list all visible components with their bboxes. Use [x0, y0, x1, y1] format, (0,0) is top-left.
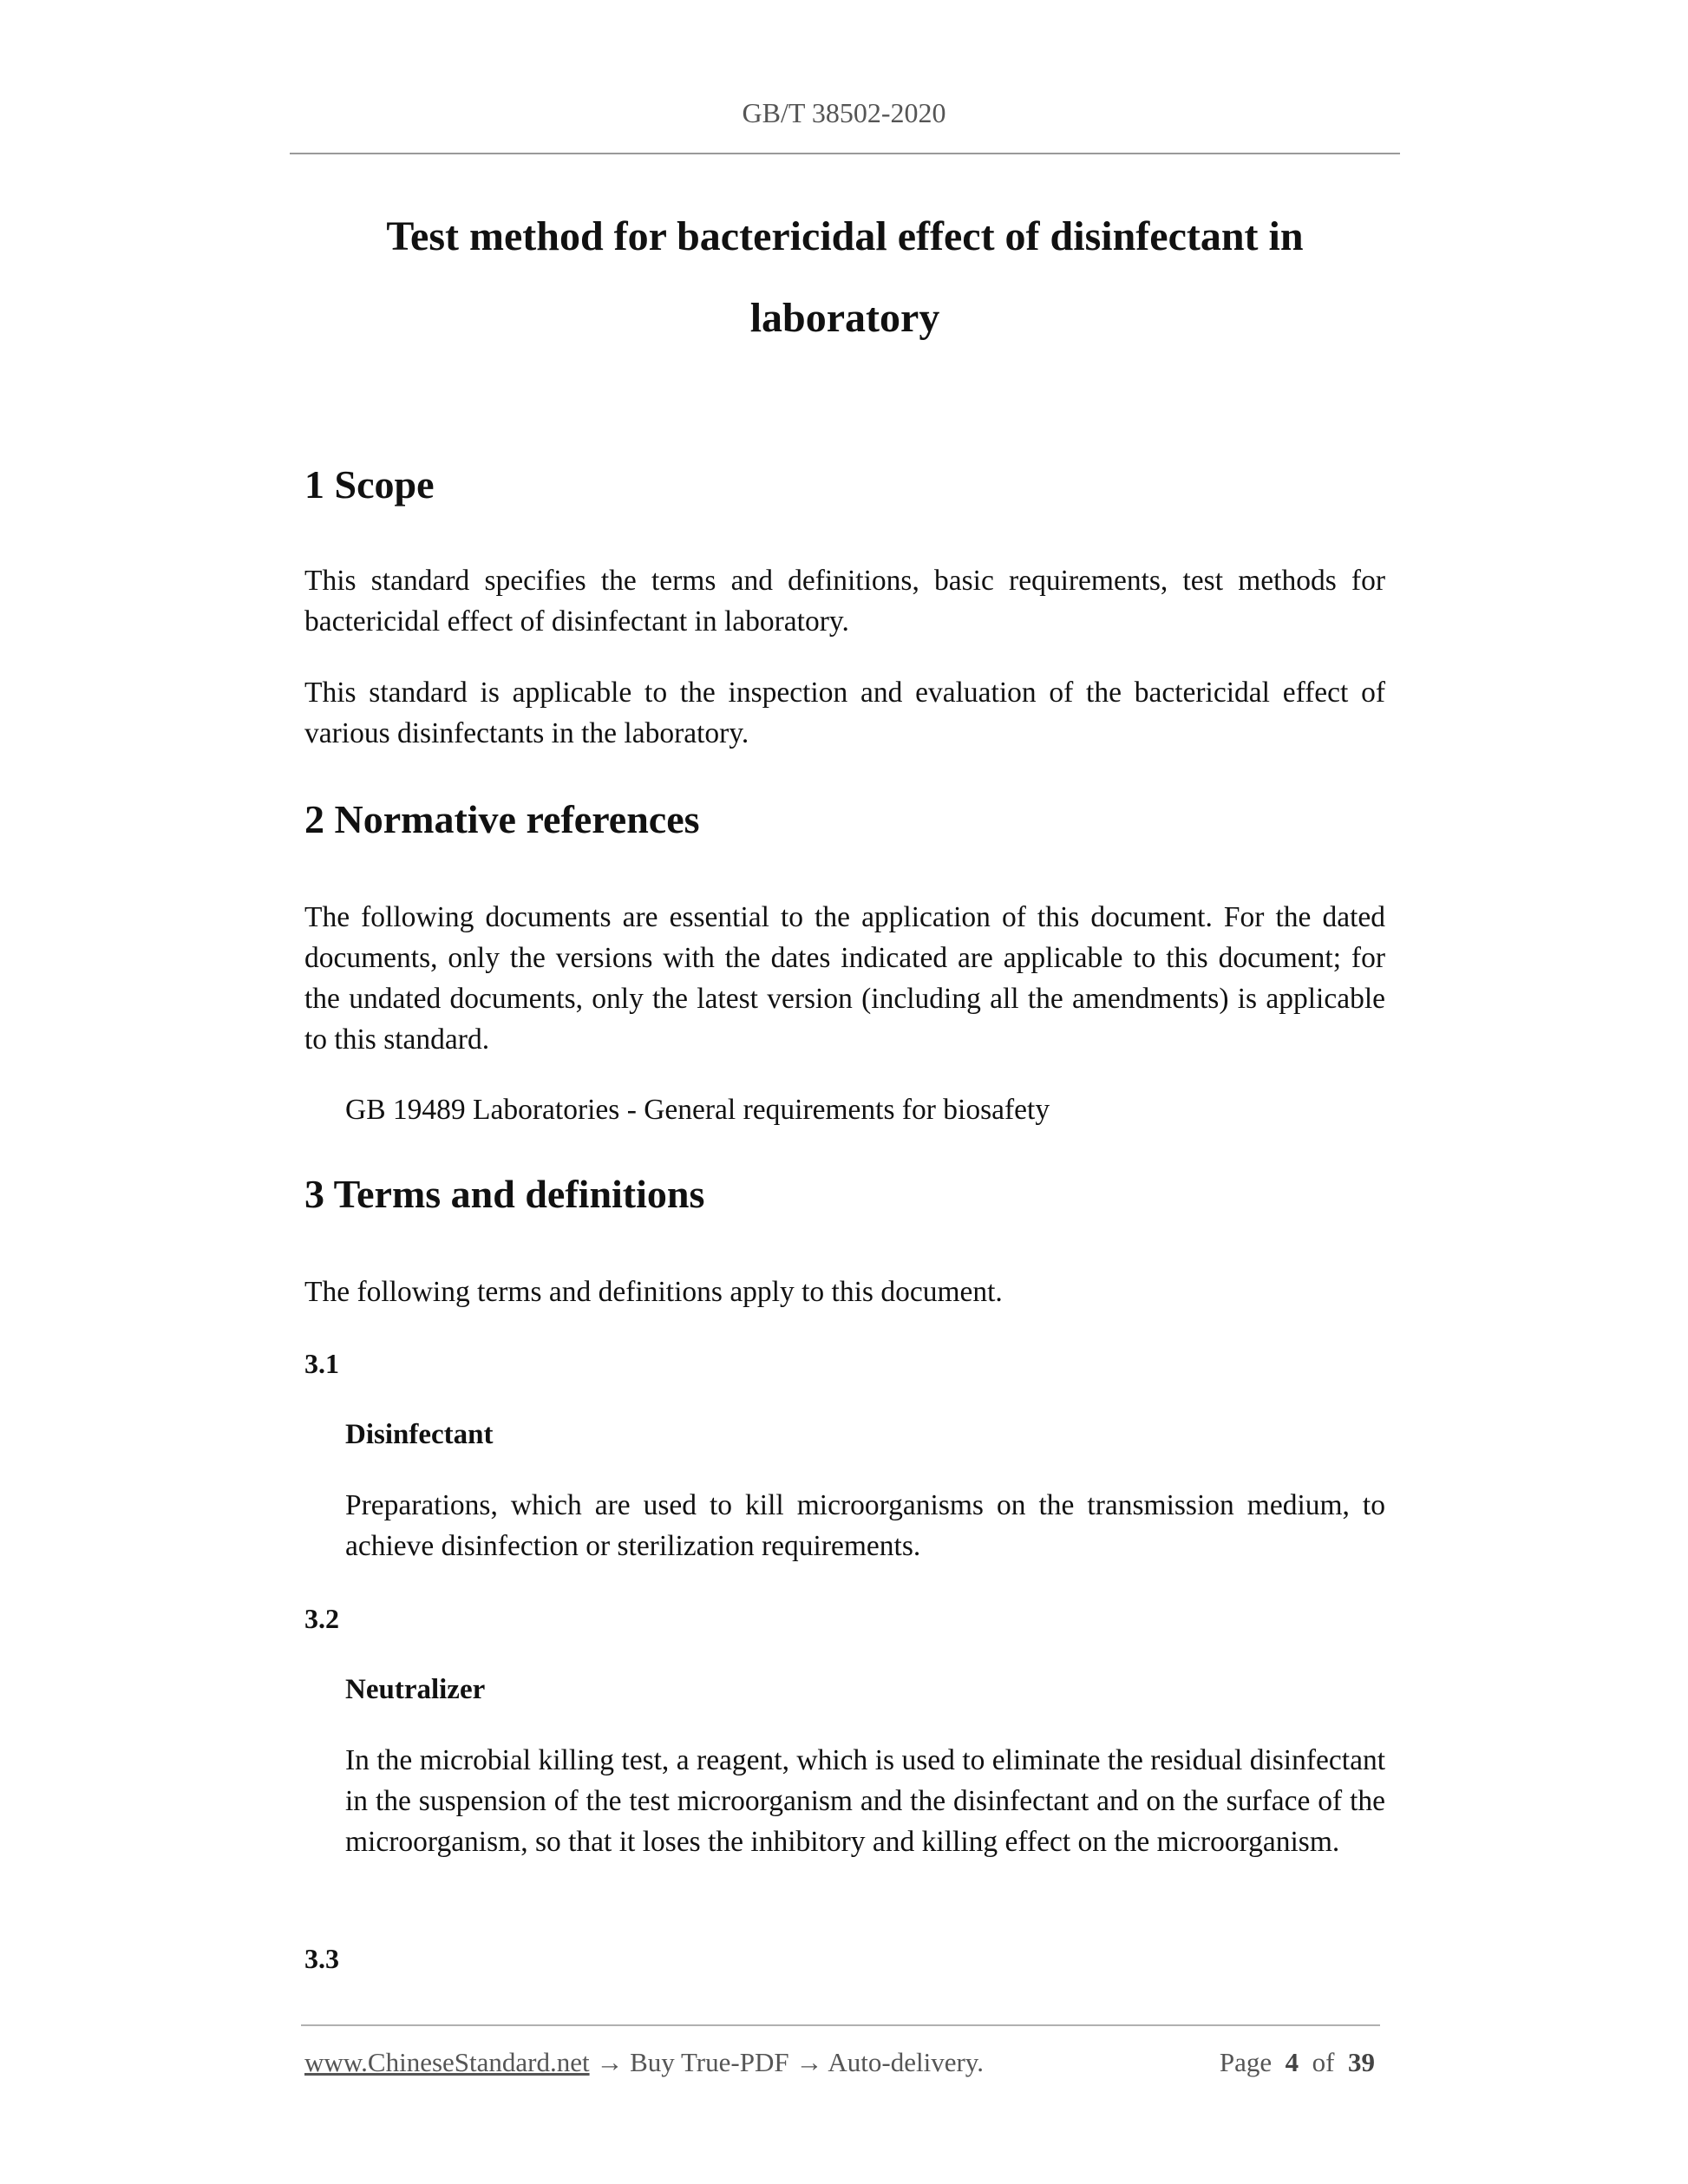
heading-terms-definitions: 3 Terms and definitions: [304, 1172, 705, 1216]
term-definition: In the microbial killing test, a reagent, which is used to eliminate the residual disinfectant in the suspension of the test microorganism and the disinfectant and on the surface of the microorganism, so that it loses the inhibitory and killing effect on the microorganism.: [345, 1744, 1385, 1858]
buy-text: Buy True-PDF: [630, 2047, 789, 2077]
term-number: 3.2: [304, 1603, 339, 1634]
scope-paragraph-1: This standard specifies the terms and definitions, basic requirements, test methods for bactericidal effect of disinfectant in laboratory.: [304, 565, 1385, 638]
heading-normative-references: 2 Normative references: [304, 797, 700, 841]
normative-paragraph: The following documents are essential to the application of this document. For the dated documents, only the versions with the dates indicated are applicable to this document; for the undated documents, only the latest version (including all the amendments) is applicable to this standard.: [304, 901, 1385, 1056]
scope-paragraph-2: This standard is applicable to the inspection and evaluation of the bactericidal effect of various disinfectants in the laboratory.: [304, 677, 1385, 749]
footer-divider: [301, 2024, 1380, 2026]
normative-reference-item: GB 19489 Laboratories - General requirements for biosafety: [345, 1094, 1050, 1126]
arrow-icon: →: [795, 2047, 823, 2077]
page-indicator: [1220, 2047, 1375, 2078]
site-link[interactable]: www.ChineseStandard.net: [304, 2047, 590, 2077]
title-line-1: Test method for bactericidal effect of disinfectant in: [386, 213, 1304, 259]
page-footer: [304, 2047, 1380, 2078]
term-number: 3.1: [304, 1348, 339, 1379]
heading-scope: 1 Scope: [304, 462, 435, 507]
term-name: Neutralizer: [345, 1674, 486, 1705]
term-definition: Preparations, which are used to kill microorganisms on the transmission medium, to achieve disinfection or sterilization requirements.: [345, 1489, 1385, 1562]
page-label: Page: [1219, 2047, 1273, 2077]
delivery-text: Auto-delivery.: [828, 2047, 985, 2077]
term-name: Disinfectant: [345, 1419, 494, 1450]
title-line-2: laboratory: [749, 295, 940, 341]
page-current: 4: [1285, 2047, 1299, 2077]
term-number: 3.3: [304, 1943, 339, 1974]
document-title: [290, 196, 1400, 359]
terms-intro: The following terms and definitions apply to this document.: [304, 1276, 1003, 1308]
page-total: 39: [1348, 2047, 1375, 2077]
header-divider: [290, 153, 1400, 154]
page-of: of: [1312, 2047, 1335, 2077]
document-code: GB/T 38502-2020: [742, 97, 946, 128]
arrow-icon: →: [596, 2047, 624, 2077]
